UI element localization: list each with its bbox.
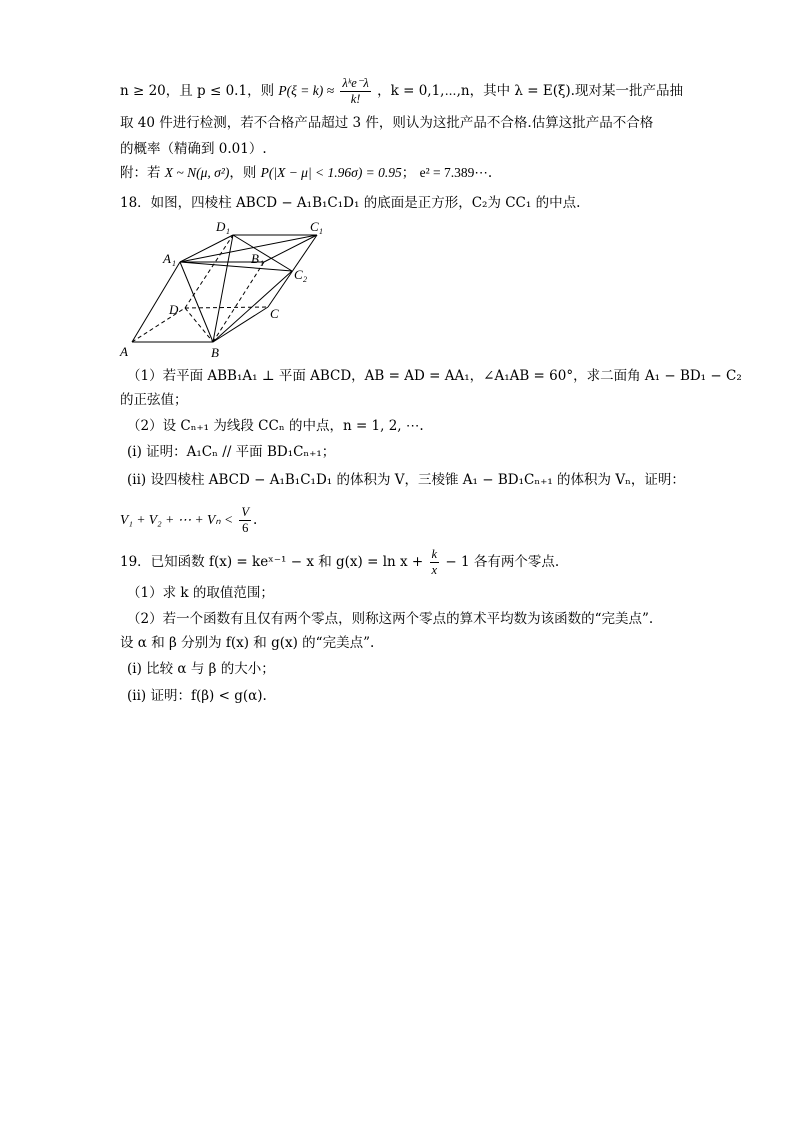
label-C: C xyxy=(270,306,279,321)
volume-numerator: V xyxy=(241,505,250,519)
q19-part2-line2: 设 α 和 β 分别为 f(x) 和 g(x) 的“完美点”. xyxy=(120,635,375,651)
volume-fraction xyxy=(239,505,251,536)
q18-part1-line2: 的正弦值； xyxy=(120,392,188,408)
q19-part2-i: (i) 比较 α 与 β 的大小； xyxy=(127,661,275,677)
normal-distribution: X ~ N(μ, σ²) xyxy=(164,165,230,180)
volume-denominator: 6 xyxy=(242,521,249,535)
q17-condition: n ≥ 20，且 p ≤ 0.1，则 xyxy=(120,83,275,99)
q17-appendix xyxy=(120,163,492,183)
q19-stem xyxy=(120,547,559,578)
q17-fraction-numerator: λᵏe⁻λ xyxy=(342,76,369,90)
label-D: D xyxy=(169,302,179,317)
q17-range: ，k = 0,1,⋯,n，其中 λ = E(ξ) xyxy=(377,83,571,99)
q19-stem-b: − 1 各有两个零点. xyxy=(445,554,560,570)
appendix-sep: ； xyxy=(401,165,416,181)
q18-stem: 18．如图，四棱柱 ABCD − A₁B₁C₁D₁ 的底面是正方形，C₂为 CC₁ 的中点. xyxy=(120,195,581,211)
probability-formula: P(|X − μ| < 1.96σ) = 0.95 xyxy=(260,165,402,180)
label-D1: D xyxy=(216,219,226,234)
q17-line-1 xyxy=(120,76,683,107)
q19-fraction-numerator: k xyxy=(431,547,438,561)
q19-part1: （1）求 k 的取值范围； xyxy=(127,585,274,601)
q19-part2-line1: （2）若一个函数有且仅有两个零点，则称这两个零点的算术平均数为该函数的“完美点”. xyxy=(127,611,654,627)
label-C2-sub: 2 xyxy=(303,275,307,284)
appendix-end: . xyxy=(487,165,493,181)
label-D1-sub: 1 xyxy=(226,227,230,236)
prism-figure xyxy=(115,215,330,360)
q17-line-3: 的概率（精确到 0.01）. xyxy=(120,141,267,157)
inequality-end: . xyxy=(253,512,258,528)
label-B1-sub: 1 xyxy=(260,259,264,268)
q17-poisson-fraction xyxy=(340,76,371,107)
label-A1-sub: 1 xyxy=(172,259,176,268)
appendix-then: ，则 xyxy=(229,165,257,181)
label-C1-sub: 1 xyxy=(319,227,323,236)
volume-sum: V₁ + V₂ + ⋯ + Vₙ < xyxy=(120,512,234,527)
q17-poisson-lhs: P(ξ = k) ≈ xyxy=(278,83,335,98)
label-C2: C xyxy=(294,267,303,282)
q18-part2: （2）设 Cₙ₊₁ 为线段 CCₙ 的中点，n = 1, 2, ⋯. xyxy=(127,418,424,434)
q19-stem-a: 19．已知函数 f(x) = keˣ⁻¹ − x 和 g(x) = ln x + xyxy=(120,554,424,570)
q19-fraction xyxy=(430,547,440,578)
e-squared-value: e² = 7.389⋯ xyxy=(419,165,488,180)
q18-part1-line1: （1）若平面 ABB₁A₁ ⊥ 平面 ABCD，AB = AD = AA₁，∠A₁AB = 60°，求二面角 A₁ − BD₁ − C₂ xyxy=(127,368,742,384)
q19-fraction-denominator: x xyxy=(431,563,438,577)
q18-part2-i: (i) 证明：A₁Cₙ // 平面 BD₁Cₙ₊₁； xyxy=(127,444,336,460)
label-C1: C xyxy=(310,219,319,234)
q17-fraction-denominator: k! xyxy=(350,92,361,106)
appendix-prefix: 附：若 xyxy=(120,165,161,181)
q18-inequality xyxy=(120,505,257,536)
q17-line-2: 取 40 件进行检测，若不合格产品超过 3 件，则认为这批产品不合格.估算这批产品不合格 xyxy=(120,115,654,131)
q19-part2-ii: (ii) 证明：f(β) < g(α). xyxy=(127,688,267,704)
q18-part2-ii: (ii) 设四棱柱 ABCD − A₁B₁C₁D₁ 的体积为 V，三棱锥 A₁ − BD₁Cₙ₊₁ 的体积为 Vₙ，证明： xyxy=(127,472,685,488)
label-A: A xyxy=(120,344,128,359)
q17-line1-end: .现对某一批产品抽 xyxy=(570,83,683,99)
label-A1: A xyxy=(163,251,171,266)
label-B: B xyxy=(211,345,219,360)
label-B1: B xyxy=(251,251,259,266)
